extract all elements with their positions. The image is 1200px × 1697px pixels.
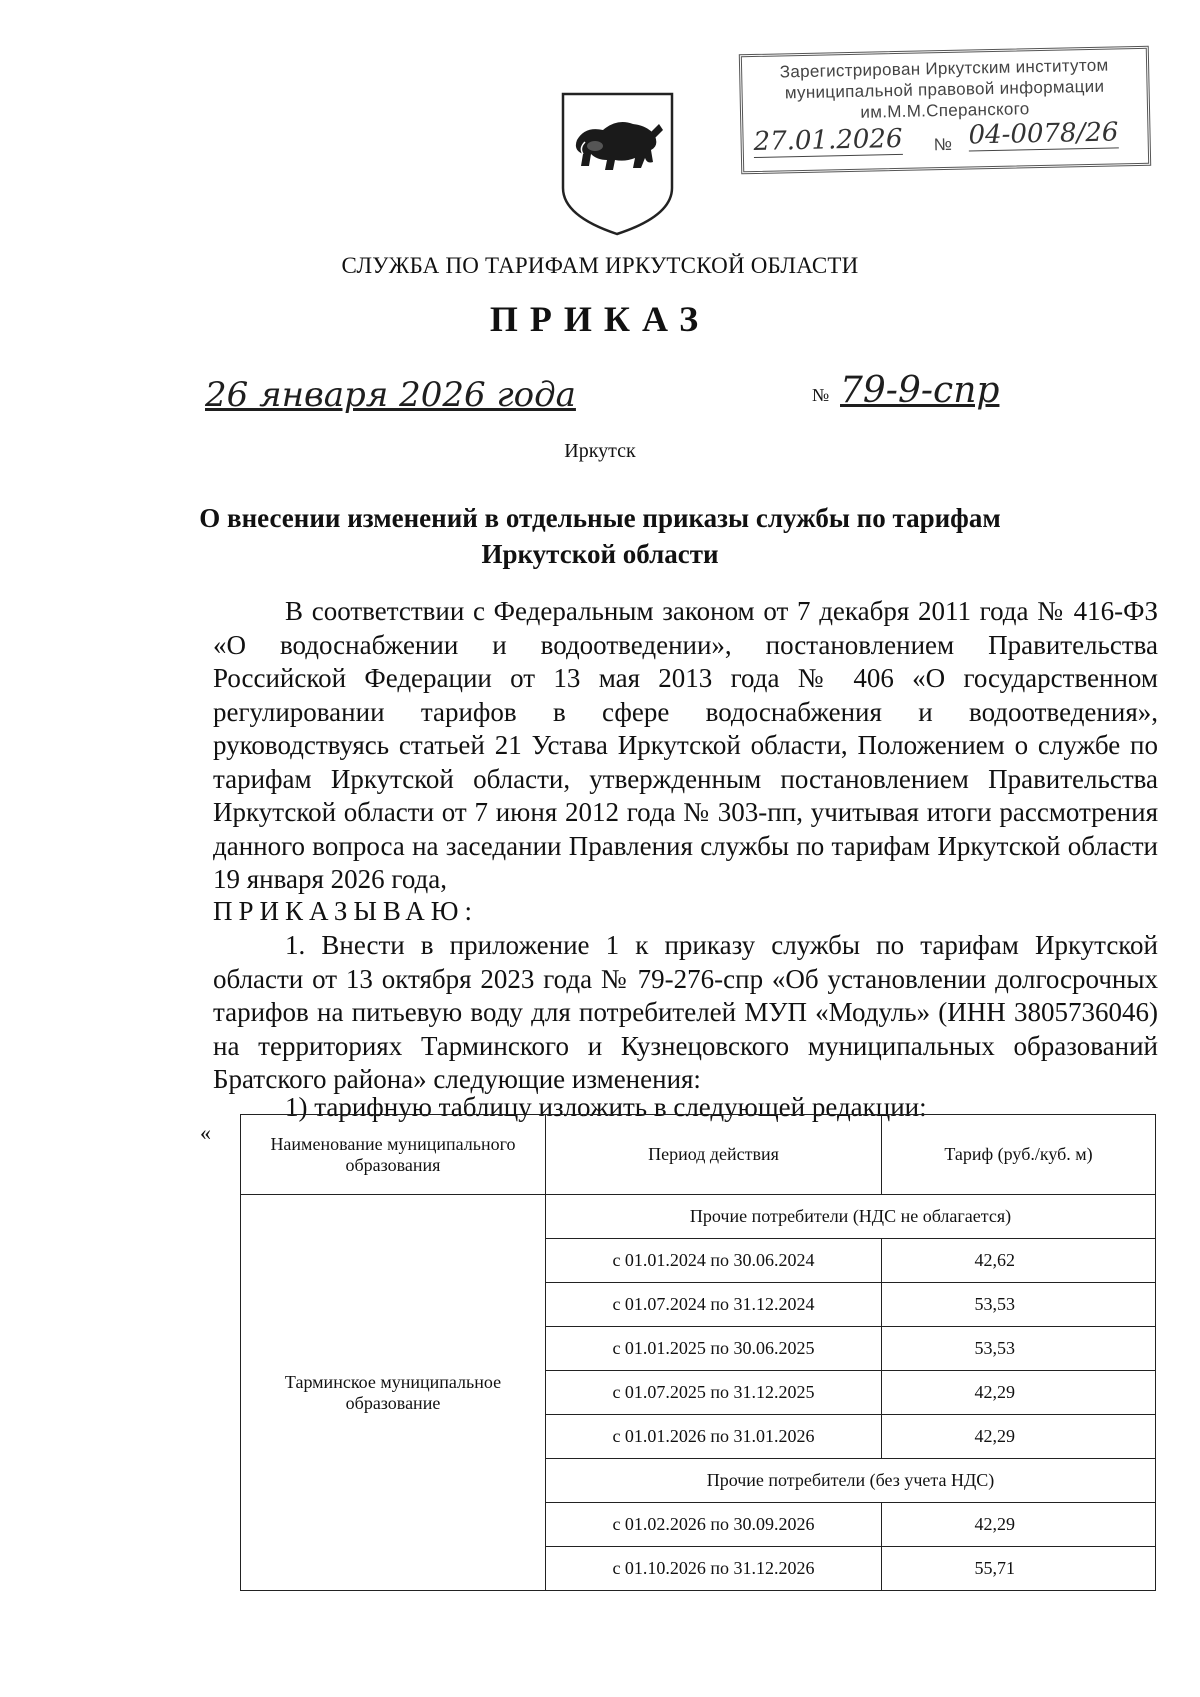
preamble-paragraph: В соответствии с Федеральным законом от 7 декабря 2011 года № 416-ФЗ «О водоснабжении и водоотведении», постановлением Правительства Российской Федерации от 13 мая 2013 года № 406 «О государственном регулировании тарифов в сфере водоснабжения и водоотведения», руководствуясь статьей 21 Устава Иркутской области, Положением о службе по тарифам Иркутской области, утвержденным постановлением Правительства Иркутской области от 7 июня 2012 года № 303-пп, учитывая итоги рассмотрения данного вопроса на заседании Правления службы по тарифам Иркутской области 19 января 2026 года, <box>213 596 1158 894</box>
tariff-cell: 53,53 <box>882 1327 1156 1371</box>
number-label: № <box>812 385 830 405</box>
stamp-reg-date: 27.01.2026 <box>753 123 903 158</box>
tariff-cell: 53,53 <box>882 1283 1156 1327</box>
stamp-no-label: № <box>933 134 953 155</box>
header-municipality: Наименование муниципального образования <box>241 1115 546 1195</box>
stamp-line-2: муниципальной правовой информации <box>784 76 1105 103</box>
item-1-sub-1: 1) тарифную таблицу изложить в следующей редакции: <box>285 1092 927 1122</box>
table-row <box>241 1195 1156 1239</box>
period-cell: с 01.02.2026 по 30.09.2026 <box>546 1503 882 1547</box>
open-quote: « <box>200 1120 211 1145</box>
period-cell: с 01.10.2026 по 31.12.2026 <box>546 1547 882 1591</box>
stamp-line-3: им.М.М.Сперанского <box>860 99 1030 122</box>
tariff-cell: 42,29 <box>882 1503 1156 1547</box>
coat-of-arms-icon <box>555 88 680 238</box>
tariff-cell: 55,71 <box>882 1547 1156 1591</box>
document-type: ПРИКАЗ <box>489 299 711 339</box>
handwritten-date: 26 января 2026 года <box>205 375 576 415</box>
header-tariff: Тариф (руб./куб. м) <box>882 1115 1156 1195</box>
decree-word: ПРИКАЗЫВАЮ: <box>213 896 478 926</box>
period-cell: с 01.01.2025 по 30.06.2025 <box>546 1327 882 1371</box>
item-1-paragraph: 1. Внести в приложение 1 к приказу службы по тарифам Иркутской области от 13 октября 2023 года № 79-276-спр «Об установлении долгосрочных тарифов на питьевую воду для потребителей МУП «Модуль» (ИНН 3805736046) на территориях Тарминского и Кузнецовского муниципальных образований Братского района» следующие изменения: <box>213 930 1158 1094</box>
registration-stamp <box>739 46 1151 175</box>
period-cell: с 01.01.2026 по 31.01.2026 <box>546 1415 882 1459</box>
period-cell: с 01.01.2024 по 30.06.2024 <box>546 1239 882 1283</box>
group-1-label: Прочие потребители (НДС не облагается) <box>546 1195 1156 1239</box>
tariff-cell: 42,29 <box>882 1371 1156 1415</box>
period-cell: с 01.07.2025 по 31.12.2025 <box>546 1371 882 1415</box>
header-period: Период действия <box>546 1115 882 1195</box>
stamp-reg-number: 04-0078/26 <box>968 117 1119 151</box>
agency-name: СЛУЖБА ПО ТАРИФАМ ИРКУТСКОЙ ОБЛАСТИ <box>341 253 859 278</box>
tariff-table <box>240 1114 1156 1591</box>
tariff-cell: 42,62 <box>882 1239 1156 1283</box>
subject-line-1: О внесении изменений в отдельные приказы службы по тарифам <box>199 503 1001 533</box>
period-cell: с 01.07.2024 по 31.12.2024 <box>546 1283 882 1327</box>
municipality-cell: Тарминское муниципальное образование <box>241 1195 546 1591</box>
city: Иркутск <box>564 440 636 462</box>
tariff-cell: 42,29 <box>882 1415 1156 1459</box>
group-2-label: Прочие потребители (без учета НДС) <box>546 1459 1156 1503</box>
table-header-row <box>241 1115 1156 1195</box>
stamp-line-1: Зарегистрирован Иркутским институтом <box>779 55 1109 82</box>
subject-title <box>0 500 1200 572</box>
handwritten-number: 79-9-спр <box>840 370 1000 411</box>
subject-line-2: Иркутской области <box>481 539 719 569</box>
